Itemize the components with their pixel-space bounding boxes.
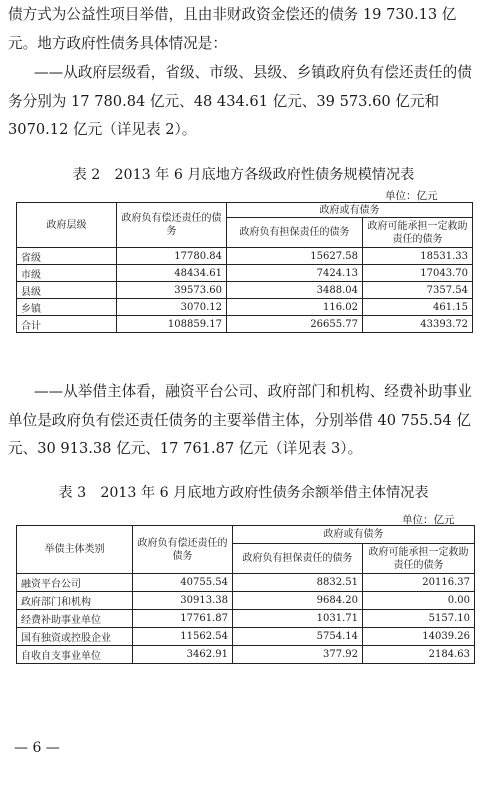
repay-value: 40755.54 <box>133 574 233 592</box>
row-label: 经费补助事业单位 <box>17 610 133 628</box>
header-repay: 政府负有偿还责任的债务 <box>133 526 233 574</box>
repay-value: 11562.54 <box>133 628 233 646</box>
repay-value: 17780.84 <box>117 248 227 265</box>
table-row-total <box>17 316 473 333</box>
repay-value: 3462.91 <box>133 646 233 664</box>
header-entity: 举债主体类别 <box>17 526 133 574</box>
row-label: 省级 <box>17 248 117 265</box>
repay-value: 39573.60 <box>117 282 227 299</box>
rescue-value: 20116.37 <box>363 574 475 592</box>
row-label: 国有独资或控股企业 <box>17 628 133 646</box>
table-row <box>17 282 473 299</box>
table-row <box>17 646 475 664</box>
page-number: — 6 — <box>14 740 60 756</box>
header-repay: 政府负有偿还责任的债务 <box>117 203 227 248</box>
guarantee-value: 26655.77 <box>227 316 363 333</box>
table-row <box>17 574 475 592</box>
header-guarantee: 政府负有担保责任的债务 <box>227 218 363 248</box>
row-label: 自收自支事业单位 <box>17 646 133 664</box>
guarantee-value: 116.02 <box>227 299 363 316</box>
paragraph-government-level: ——从政府层级看，省级、市级、县级、乡镇政府负有偿还责任的债务分别为 17 780.84 亿元、48 434.61 亿元、39 573.60 亿元和 3070.12 亿元（详见表 2）。 <box>8 64 472 138</box>
header-rescue: 政府可能承担一定救助责任的债务 <box>363 544 475 574</box>
debt-by-level-table <box>16 202 473 333</box>
header-contingent: 政府或有债务 <box>233 526 475 544</box>
header-level: 政府层级 <box>17 203 117 248</box>
rescue-value: 43393.72 <box>363 316 473 333</box>
paragraph-borrowing-entity: ——从举借主体看，融资平台公司、政府部门和机构、经费补助事业单位是政府负有偿还责任债务的主要举借主体，分别举借 40 755.54 亿元、30 913.38 亿元、17 761.87 亿元（详见表 3）。 <box>8 383 472 457</box>
rescue-value: 18531.33 <box>363 248 473 265</box>
debt-by-entity-table <box>16 525 475 664</box>
table-row <box>17 248 473 265</box>
guarantee-value: 1031.71 <box>233 610 363 628</box>
rescue-value: 0.00 <box>363 592 475 610</box>
repay-value: 3070.12 <box>117 299 227 316</box>
rescue-value: 7357.54 <box>363 282 473 299</box>
table-row <box>17 265 473 282</box>
table-row <box>17 610 475 628</box>
table2-caption: 表 2 2013 年 6 月底地方各级政府性债务规模情况表 <box>72 167 415 183</box>
table2-unit: 单位：亿元 <box>385 190 438 202</box>
guarantee-value: 8832.51 <box>233 574 363 592</box>
guarantee-value: 15627.58 <box>227 248 363 265</box>
row-label: 县级 <box>17 282 117 299</box>
rescue-value: 14039.26 <box>363 628 475 646</box>
table-row <box>17 628 475 646</box>
rescue-value: 17043.70 <box>363 265 473 282</box>
row-label: 融资平台公司 <box>17 574 133 592</box>
repay-value: 17761.87 <box>133 610 233 628</box>
row-label: 政府部门和机构 <box>17 592 133 610</box>
guarantee-value: 5754.14 <box>233 628 363 646</box>
paragraph-intro: 债方式为公益性项目举借，且由非财政资金偿还的债务 19 730.13 亿元。地方政府性债务具体情况是： <box>8 6 457 52</box>
header-rescue: 政府可能承担一定救助责任的债务 <box>363 218 473 248</box>
guarantee-value: 7424.13 <box>227 265 363 282</box>
repay-value: 108859.17 <box>117 316 227 333</box>
repay-value: 30913.38 <box>133 592 233 610</box>
guarantee-value: 9684.20 <box>233 592 363 610</box>
repay-value: 48434.61 <box>117 265 227 282</box>
table-row <box>17 299 473 316</box>
rescue-value: 2184.63 <box>363 646 475 664</box>
table-row <box>17 592 475 610</box>
header-guarantee: 政府负有担保责任的债务 <box>233 544 363 574</box>
rescue-value: 5157.10 <box>363 610 475 628</box>
table3-caption: 表 3 2013 年 6 月底地方政府性债务余额举借主体情况表 <box>58 485 429 501</box>
row-label: 合计 <box>17 316 117 333</box>
row-label: 市级 <box>17 265 117 282</box>
header-contingent: 政府或有债务 <box>227 203 473 218</box>
row-label: 乡镇 <box>17 299 117 316</box>
table3-unit: 单位：亿元 <box>402 514 455 526</box>
rescue-value: 461.15 <box>363 299 473 316</box>
guarantee-value: 3488.04 <box>227 282 363 299</box>
guarantee-value: 377.92 <box>233 646 363 664</box>
